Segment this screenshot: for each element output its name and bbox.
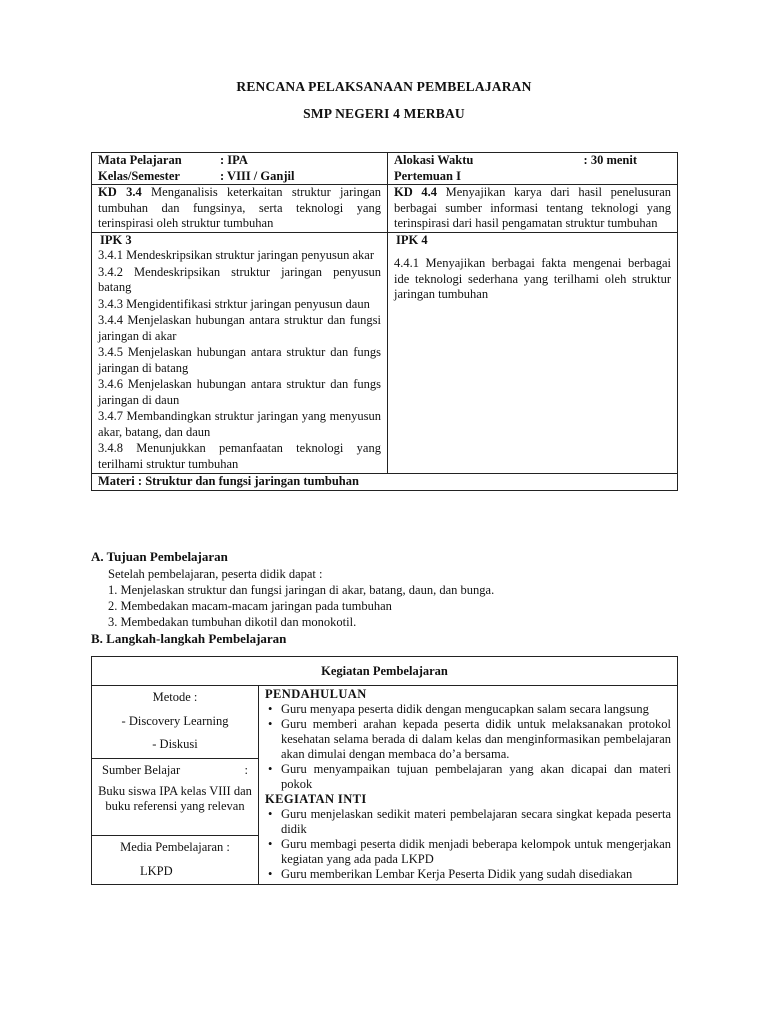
- materi-row: Materi : Struktur dan fungsi jaringan tumbuhan: [92, 474, 678, 491]
- ipk-item: 3.4.3 Mengidentifikasi strktur jaringan penyusun daun: [98, 296, 370, 311]
- activity-table: [91, 656, 678, 885]
- metode-item: - Diskusi: [152, 737, 198, 751]
- ipk-4-title: IPK 4: [396, 232, 428, 247]
- pendahuluan-list: [265, 702, 671, 792]
- section-tujuan-heading: A. Tujuan Pembelajaran: [91, 549, 228, 564]
- subject-label: Mata Pelajaran: [98, 153, 182, 167]
- tujuan-item: 2. Membedakan macam-macam jaringan pada tumbuhan: [108, 599, 392, 613]
- kegiatan-inti-list: [265, 807, 671, 882]
- ipk-3-title: IPK 3: [100, 232, 132, 247]
- meeting-label: Pertemuan I: [394, 168, 461, 183]
- subject-cell: [92, 153, 388, 185]
- tujuan-item: 3. Membedakan tumbuhan dikotil dan monokotil.: [108, 615, 357, 629]
- subject-value: : IPA: [220, 153, 248, 167]
- sumber-colon: :: [244, 763, 248, 777]
- time-value: : 30 menit: [583, 153, 637, 167]
- media-label: Media Pembelajaran :: [120, 840, 230, 854]
- activity-table-header: Kegiatan Pembelajaran: [92, 657, 678, 686]
- kd-4-4-cell: [388, 185, 678, 233]
- kegiatan-inti-item: • Guru membagi peserta didik menjadi beberapa kelompok untuk mengerjakan kegiatan yang ada pada LKPD: [281, 837, 671, 867]
- kd-3-4-text: Menganalisis keterkaitan struktur jaringan tumbuhan dan fungsinya, serta teknologi yang terinspirasi oleh struktur tumbuhan: [98, 185, 382, 230]
- kegiatan-inti-item: • Guru menjelaskan sedikit materi pembelajaran secara singkat kepada peserta didik: [281, 807, 671, 837]
- pendahuluan-item: • Guru menyapa peserta didik dengan mengucapkan salam secara langsung: [281, 702, 671, 717]
- ipk-item: 3.4.2 Mendeskripsikan struktur jaringan penyusun batang: [98, 264, 381, 294]
- kegiatan-inti-title: KEGIATAN INTI: [265, 792, 367, 806]
- pendahuluan-item: • Guru menyampaikan tujuan pembelajaran yang akan dicapai dan materi pokok: [281, 762, 671, 792]
- metode-item: - Discovery Learning: [121, 714, 229, 728]
- ipk-item: 3.4.4 Menjelaskan hubungan antara struktur dan fungsi jaringan di akar: [98, 313, 381, 343]
- ipk-item: 3.4.7 Membandingkan struktur jaringan yang menyusun akar, batang, dan daun: [98, 409, 381, 439]
- ipk-item: 3.4.6 Menjelaskan hubungan antara struktur dan fungs jaringan di daun: [98, 377, 381, 407]
- pendahuluan-title: PENDAHULUAN: [265, 687, 367, 701]
- kd-4-4-code: KD 4.4: [394, 185, 437, 199]
- sumber-cell: [92, 759, 259, 836]
- ipk-item: 3.4.8 Menunjukkan pemanfaatan teknologi yang terilhami struktur tumbuhan: [98, 441, 381, 471]
- metode-cell: [92, 686, 259, 759]
- tujuan-intro: Setelah pembelajaran, peserta didik dapat :: [108, 567, 323, 581]
- activity-steps-cell: [259, 686, 678, 885]
- class-label: Kelas/Semester: [98, 168, 180, 183]
- class-value: : VIII / Ganjil: [220, 168, 295, 183]
- sumber-text: Buku siswa IPA kelas VIII dan buku referensi yang relevan: [98, 784, 252, 813]
- kd-4-4-text: Menyajikan karya dari hasil penelusuran berbagai sumber informasi tentang teknologi yang terinspirasi dari hasil pengamatan struktur tumbuhan: [394, 185, 672, 230]
- time-cell: [388, 153, 678, 185]
- kd-3-4-code: KD 3.4: [98, 185, 142, 199]
- kd-3-4-cell: [92, 185, 388, 233]
- ipk-item: 4.4.1 Menyajikan berbagai fakta mengenai berbagai ide teknologi sederhana yang terilhami oleh struktur jaringan tumbuhan: [394, 256, 671, 301]
- ipk-4-cell: [388, 232, 678, 474]
- time-label: Alokasi Waktu: [394, 153, 474, 167]
- ipk-3-cell: [92, 232, 388, 474]
- school-name: SMP NEGERI 4 MERBAU: [303, 106, 465, 121]
- info-table: [91, 152, 678, 491]
- sumber-label: Sumber Belajar: [102, 763, 181, 777]
- ipk-item: 3.4.5 Menjelaskan hubungan antara struktur dan fungs jaringan di batang: [98, 345, 381, 375]
- section-langkah-heading: B. Langkah-langkah Pembelajaran: [91, 631, 287, 646]
- kegiatan-inti-item: • Guru memberikan Lembar Kerja Peserta Didik yang sudah disediakan: [281, 867, 671, 882]
- ipk-item: 3.4.1 Mendeskripsikan struktur jaringan penyusun akar: [98, 248, 374, 262]
- media-cell: [92, 836, 259, 885]
- metode-label: Metode :: [152, 690, 198, 704]
- media-text: LKPD: [140, 864, 173, 878]
- document-title: RENCANA PELAKSANAAN PEMBELAJARAN: [236, 79, 532, 94]
- tujuan-item: 1. Menjelaskan struktur dan fungsi jaringan di akar, batang, daun, dan bunga.: [108, 583, 495, 597]
- pendahuluan-item: • Guru memberi arahan kepada peserta didik untuk melaksanakan protokol kesehatan selama berada di dalam kelas dan menginformasikan pembelajaran akan dimulai dengan membaca do’a bersama.: [281, 717, 671, 762]
